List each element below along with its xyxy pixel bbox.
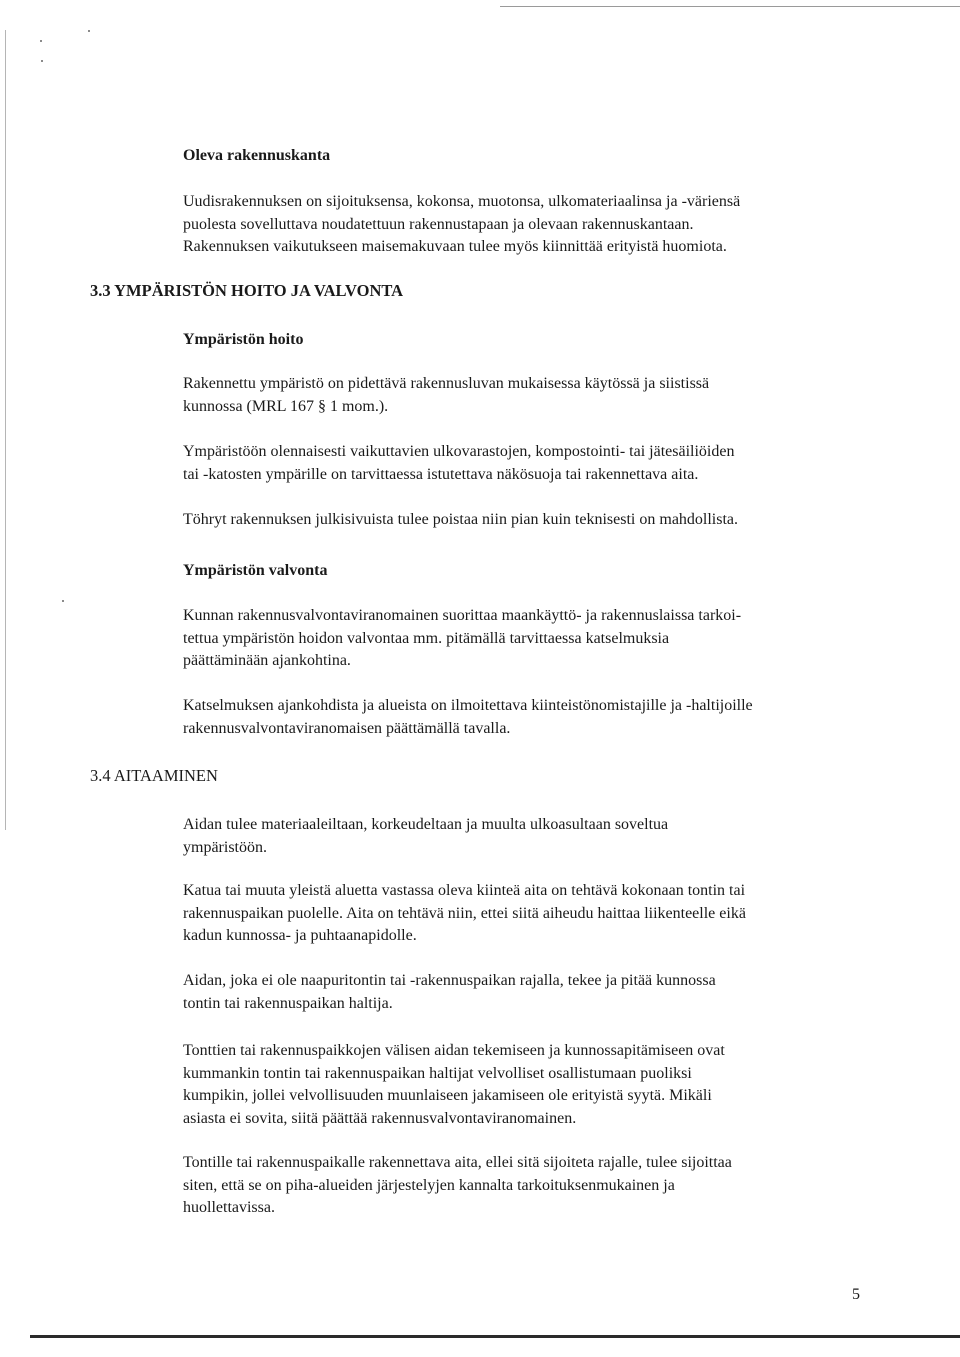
page-number: 5	[852, 1286, 860, 1303]
heading-ympariston-valvonta: Ympäristön valvonta	[183, 562, 328, 579]
paragraph-aita-5	[183, 1152, 732, 1220]
text-line: Katua tai muuta yleistä aluetta vastassa oleva kiinteä aita on tehtävä kokonaan tontin tai	[183, 882, 746, 899]
text-line: ympäristöön.	[183, 838, 267, 856]
text-line: huollettavissa.	[183, 1199, 275, 1216]
heading-ympariston-hoito: Ympäristön hoito	[183, 331, 304, 348]
text-line: tettua ympäristön hoidon valvontaa mm. pitämällä tarvittaessa katselmuksia	[183, 629, 670, 647]
paragraph-oleva-1	[183, 191, 740, 259]
text-line: Aidan tulee materiaaleiltaan, korkeudeltaan ja muulta ulkoasultaan soveltua	[183, 816, 669, 833]
section-heading-3-3: 3.3 YMPÄRISTÖN HOITO JA VALVONTA	[90, 281, 404, 300]
text-line: siten, että se on piha-alueiden järjestelyjen kannalta tarkoituksenmukainen ja	[183, 1176, 675, 1194]
text-line: Uudisrakennuksen on sijoituksensa, kokonsa, muotonsa, ulkomateriaalinsa ja -väriensä	[183, 193, 741, 210]
paragraph-aita-2	[183, 880, 746, 948]
text-line: Tontille tai rakennuspaikalle rakennettava aita, ellei sitä sijoiteta rajalle, tulee sijoittaa	[183, 1154, 732, 1171]
text-line: Kunnan rakennusvalvontaviranomainen suorittaa maankäyttö- ja rakennuslaissa tarkoi-	[183, 607, 742, 624]
text-line: päättäminään ajankohtina.	[183, 652, 351, 669]
text-line: Rakennuksen vaikutukseen maisemakuvaan tulee myös kiinnittää erityistä huomiota.	[183, 238, 727, 255]
text-line: kadun kunnossa- ja puhtaanapidolle.	[183, 927, 417, 944]
paragraph-hoito-1	[183, 373, 709, 418]
section-heading-3-4: 3.4 AITAAMINEN	[90, 766, 218, 785]
text-line: Rakennettu ympäristö on pidettävä rakennusluvan mukaisessa käytössä ja siistissä	[183, 375, 710, 392]
text-line: kummankin tontin tai rakennuspaikan haltijat velvolliset osallistumaan puoliksi	[183, 1064, 692, 1082]
text-line: Ympäristöön olennaisesti vaikuttavien ulkovarastojen, kompostointi- tai jätesäiliöiden	[183, 443, 735, 460]
paragraph-valvonta-1	[183, 605, 741, 673]
text-line: rakennusvalvontaviranomaisen päättämällä tavalla.	[183, 719, 511, 737]
text-line: kumpikin, jollei velvollisuuden muunlaiseen jakamiseen ole erityistä syytä. Mikäli	[183, 1087, 712, 1104]
text-line: Töhryt rakennuksen julkisivuista tulee poistaa niin pian kuin teknisesti on mahdollista.	[183, 511, 739, 528]
text-line: tontin tai rakennuspaikan haltija.	[183, 994, 393, 1012]
paragraph-aita-3	[183, 970, 716, 1015]
text-line: Katselmuksen ajankohdista ja alueista on ilmoitettava kiinteistönomistajille ja -haltijoille	[183, 697, 753, 714]
text-line: Tonttien tai rakennuspaikkojen välisen aidan tekemiseen ja kunnossapitämiseen ovat	[183, 1042, 725, 1059]
paragraph-hoito-3	[183, 509, 738, 532]
text-line: Aidan, joka ei ole naapuritontin tai -rakennuspaikan rajalla, tekee ja pitää kunnossa	[183, 972, 716, 989]
paragraph-aita-1	[183, 814, 668, 859]
text-line: asiasta ei sovita, siitä päättää rakennusvalvontaviranomainen.	[183, 1109, 577, 1127]
text-line: kunnossa (MRL 167 § 1 mom.).	[183, 397, 389, 415]
paragraph-aita-4	[183, 1040, 725, 1130]
text-line: rakennuspaikan puolelle. Aita on tehtävä niin, ettei siitä aiheudu haittaa liikenteelle eikä	[183, 904, 746, 922]
text-line: puolesta sovelluttava noudatettuun rakennustapaan ja olevaan rakennuskantaan.	[183, 215, 694, 233]
paragraph-valvonta-2	[183, 695, 753, 740]
paragraph-hoito-2	[183, 441, 734, 486]
heading-oleva-rakennuskanta: Oleva rakennuskanta	[183, 147, 331, 164]
text-line: tai -katosten ympärille on tarvittaessa istutettava näkösuoja tai rakennettava aita.	[183, 465, 699, 483]
